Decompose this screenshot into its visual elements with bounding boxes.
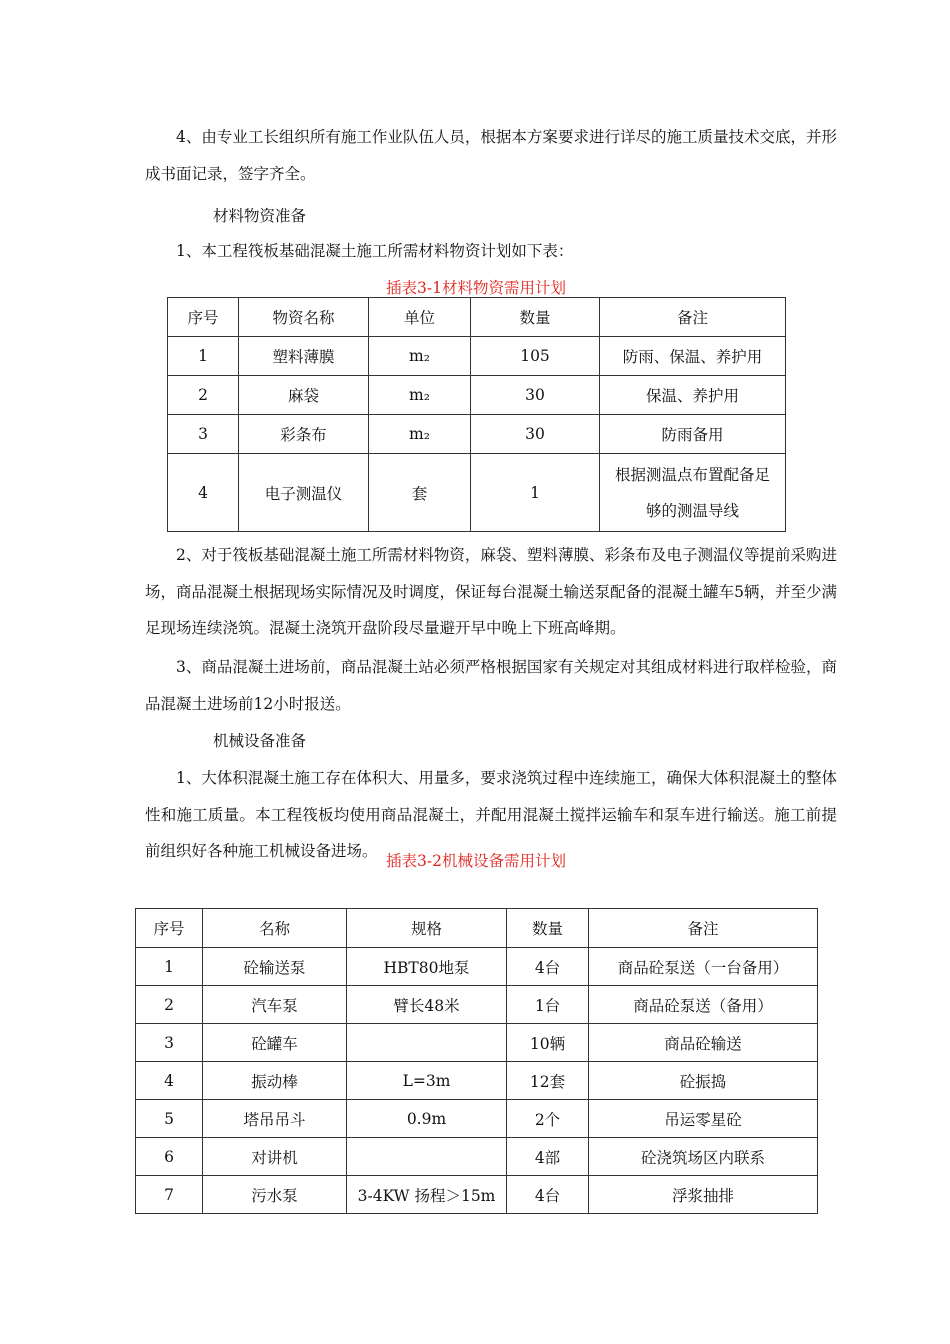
header-cell: 数量 <box>507 909 589 948</box>
table-cell: 防雨、保温、养护用 <box>600 337 786 376</box>
table-cell: 4 <box>136 1062 203 1100</box>
table-row <box>168 376 786 415</box>
table-cell: 30 <box>471 415 600 454</box>
header-cell: 物资名称 <box>239 298 369 337</box>
header-cell: 单位 <box>369 298 471 337</box>
table-cell: 12套 <box>507 1062 589 1100</box>
table-cell: 4 <box>168 454 239 532</box>
table-cell: 吊运零星砼 <box>589 1100 818 1138</box>
header-cell: 规格 <box>347 909 507 948</box>
table-cell: L=3m <box>347 1062 507 1100</box>
table-cell: 6 <box>136 1138 203 1176</box>
header-cell: 备注 <box>600 298 786 337</box>
table-cell: 4部 <box>507 1138 589 1176</box>
table-cell: 彩条布 <box>239 415 369 454</box>
table-cell: 3 <box>168 415 239 454</box>
table-row <box>168 454 786 532</box>
table-cell: 1台 <box>507 986 589 1024</box>
table-row <box>136 1062 818 1100</box>
table-cell: 汽车泵 <box>203 986 347 1024</box>
table2-caption: 插表3-2机械设备需用计划 <box>386 852 566 870</box>
table-cell: 商品砼泵送（备用） <box>589 986 818 1024</box>
table-cell: 砼输送泵 <box>203 948 347 986</box>
table-cell: 麻袋 <box>239 376 369 415</box>
paragraph-materials-procurement: 2、对于筏板基础混凝土施工所需材料物资，麻袋、塑料薄膜、彩条布及电子测温仪等提前采购进场，商品混凝土根据现场实际情况及时调度，保证每台混凝土输送泵配备的混凝土罐车5辆，并至少满足现场连续浇筑。混凝土浇筑开盘阶段尽量避开早中晚上下班高峰期。 <box>145 546 837 637</box>
table-cell: 商品砼输送 <box>589 1024 818 1062</box>
table-cell: 电子测温仪 <box>239 454 369 532</box>
table-cell <box>347 1138 507 1176</box>
table-cell: m₂ <box>369 415 471 454</box>
heading-materials: 材料物资准备 <box>213 207 307 225</box>
table-cell: 砼振捣 <box>589 1062 818 1100</box>
header-cell: 数量 <box>471 298 600 337</box>
table-header-row <box>168 298 786 337</box>
table-row <box>168 415 786 454</box>
table-cell: 4台 <box>507 948 589 986</box>
table-cell: 3 <box>136 1024 203 1062</box>
paragraph-equipment-intro: 1、大体积混凝土施工存在体积大、用量多，要求浇筑过程中连续施工，确保大体积混凝土的整体性和施工质量。本工程筏板均使用商品混凝土，并配用混凝土搅拌运输车和泵车进行输送。施工前提前组织好各种施工机械设备进场。 <box>145 769 837 860</box>
table-cell: 7 <box>136 1176 203 1214</box>
table-cell: 0.9m <box>347 1100 507 1138</box>
table-cell: 套 <box>369 454 471 532</box>
table-row <box>136 986 818 1024</box>
table-cell: 商品砼泵送（一台备用） <box>589 948 818 986</box>
equipment-table <box>135 908 818 1214</box>
header-cell: 序号 <box>136 909 203 948</box>
table1-caption: 插表3-1材料物资需用计划 <box>386 279 566 297</box>
header-cell: 名称 <box>203 909 347 948</box>
table-cell: 2个 <box>507 1100 589 1138</box>
table-cell: 污水泵 <box>203 1176 347 1214</box>
table-cell: 对讲机 <box>203 1138 347 1176</box>
table-row <box>168 337 786 376</box>
table-row <box>136 1024 818 1062</box>
table-cell: 30 <box>471 376 600 415</box>
table-cell: 10辆 <box>507 1024 589 1062</box>
table-row <box>136 1100 818 1138</box>
heading-equipment: 机械设备准备 <box>213 732 307 750</box>
table-cell: 2 <box>136 986 203 1024</box>
table-cell: 1 <box>471 454 600 532</box>
table-cell: m₂ <box>369 376 471 415</box>
table-cell: m₂ <box>369 337 471 376</box>
table-cell <box>347 1024 507 1062</box>
table-row <box>136 1176 818 1214</box>
table-cell: 1 <box>168 337 239 376</box>
table-row <box>136 1138 818 1176</box>
table-cell: 根据测温点布置配备足够的测温导线 <box>600 454 786 532</box>
paragraph-quality-briefing: 4、由专业工长组织所有施工作业队伍人员，根据本方案要求进行详尽的施工质量技术交底，并形成书面记录，签字齐全。 <box>145 128 837 183</box>
materials-table <box>167 297 786 532</box>
table-cell: 防雨备用 <box>600 415 786 454</box>
table-cell: 4台 <box>507 1176 589 1214</box>
table-cell: 105 <box>471 337 600 376</box>
table-cell: 5 <box>136 1100 203 1138</box>
header-cell: 序号 <box>168 298 239 337</box>
table-cell: 砼浇筑场区内联系 <box>589 1138 818 1176</box>
table-cell: 砼罐车 <box>203 1024 347 1062</box>
paragraph-concrete-inspection: 3、商品混凝土进场前，商品混凝土站必须严格根据国家有关规定对其组成材料进行取样检验，商品混凝土进场前12小时报送。 <box>145 658 837 713</box>
table-cell: 保温、养护用 <box>600 376 786 415</box>
paragraph-materials-intro: 1、本工程筏板基础混凝土施工所需材料物资计划如下表： <box>176 242 574 260</box>
table-cell: 塑料薄膜 <box>239 337 369 376</box>
table-cell: 浮浆抽排 <box>589 1176 818 1214</box>
table-row <box>136 948 818 986</box>
table-cell: HBT80地泵 <box>347 948 507 986</box>
table-cell: 振动棒 <box>203 1062 347 1100</box>
table-header-row <box>136 909 818 948</box>
table-cell: 臂长48米 <box>347 986 507 1024</box>
table-cell: 2 <box>168 376 239 415</box>
header-cell: 备注 <box>589 909 818 948</box>
table-cell: 3-4KW 扬程＞15m <box>347 1176 507 1214</box>
table-cell: 1 <box>136 948 203 986</box>
table-cell: 塔吊吊斗 <box>203 1100 347 1138</box>
